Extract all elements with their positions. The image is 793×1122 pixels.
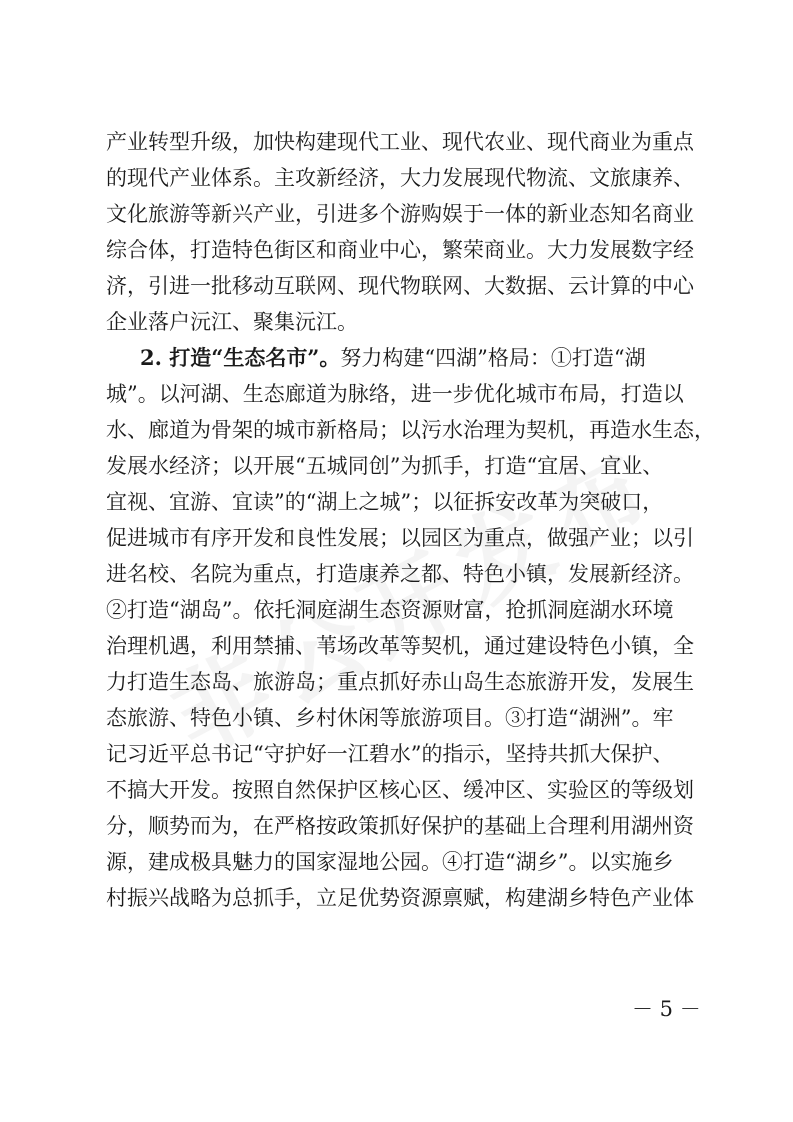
- section-heading: 2. 打造“生态名市”。: [140, 345, 341, 370]
- line-text: 源，建成极具魅力的国家湿地公园。④打造“湖乡”。以实施乡: [106, 850, 674, 874]
- text-line: [106, 340, 686, 376]
- line-text: 宜视、宜游、宜读”的“湖上之城”；以征拆安改革为突破口，: [106, 490, 664, 514]
- text-line: [106, 664, 694, 700]
- line-text: 不搞大开发。按照自然保护区核心区、缓冲区、实验区的等级划: [106, 778, 694, 802]
- text-line: [106, 556, 694, 592]
- text-line: [106, 736, 686, 772]
- text-line: [106, 124, 694, 160]
- line-text: 水、廊道为骨架的城市新格局；以污水治理为契机，再造水生态，: [106, 418, 715, 442]
- line-text: ②打造“湖岛”。依托洞庭湖生态资源财富，抢抓洞庭湖水环境: [106, 598, 674, 622]
- line-text: 文化旅游等新兴产业，引进多个游购娱于一体的新业态知名商业: [106, 202, 694, 226]
- line-text: 记习近平总书记“守护好一江碧水”的指示，坚持共抓大保护、: [106, 742, 674, 766]
- page-number: － 5 －: [632, 997, 701, 1021]
- line-text: 济，引进一批移动互联网、现代物联网、大数据、云计算的中心: [106, 274, 694, 298]
- line-text: 进名校、名院为重点，打造康养之都、特色小镇，发展新经济。: [106, 562, 694, 586]
- text-line: [106, 304, 686, 340]
- text-line: [106, 772, 694, 808]
- text-line: [106, 160, 694, 196]
- line-text: 分，顺势而为，在严格按政策抓好保护的基础上合理利用湖州资: [106, 814, 694, 838]
- text-line: [106, 844, 686, 880]
- text-line: [106, 448, 686, 484]
- text-line: [106, 376, 686, 412]
- text-line: [106, 232, 694, 268]
- line-text: 力打造生态岛、旅游岛；重点抓好赤山岛生态旅游开发，发展生: [106, 670, 694, 694]
- text-line: [106, 520, 694, 556]
- line-text: 态旅游、特色小镇、乡村休闲等旅游项目。③打造“湖洲”。牢: [106, 706, 674, 730]
- line-text: 企业落户沅江、聚集沅江。: [106, 310, 358, 334]
- line-text: 的现代产业体系。主攻新经济，大力发展现代物流、文旅康养、: [106, 166, 694, 190]
- line-text: 努力构建“四湖”格局：①打造“湖: [340, 346, 646, 370]
- line-text: 村振兴战略为总抓手，立足优势资源禀赋，构建湖乡特色产业体: [106, 886, 694, 910]
- text-line: [106, 412, 715, 448]
- text-line: [106, 808, 694, 844]
- text-line: [106, 268, 694, 304]
- text-line: [106, 628, 694, 664]
- line-text: 产业转型升级，加快构建现代工业、现代农业、现代商业为重点: [106, 130, 694, 154]
- body-text: [106, 124, 715, 916]
- text-line: [106, 700, 686, 736]
- text-line: [106, 196, 694, 232]
- line-text: 促进城市有序开发和良性发展；以园区为重点，做强产业；以引: [106, 526, 694, 550]
- text-line: [106, 880, 694, 916]
- text-line: [106, 484, 686, 520]
- line-text: 综合体，打造特色街区和商业中心，繁荣商业。大力发展数字经: [106, 238, 694, 262]
- line-text: 治理机遇，利用禁捕、苇场改革等契机，通过建设特色小镇，全: [106, 634, 694, 658]
- line-text: 城”。以河湖、生态廊道为脉络，进一步优化城市布局，打造以: [106, 382, 684, 406]
- line-text: 发展水经济；以开展“五城同创”为抓手，打造“宜居、宜业、: [106, 454, 664, 478]
- text-line: [106, 592, 686, 628]
